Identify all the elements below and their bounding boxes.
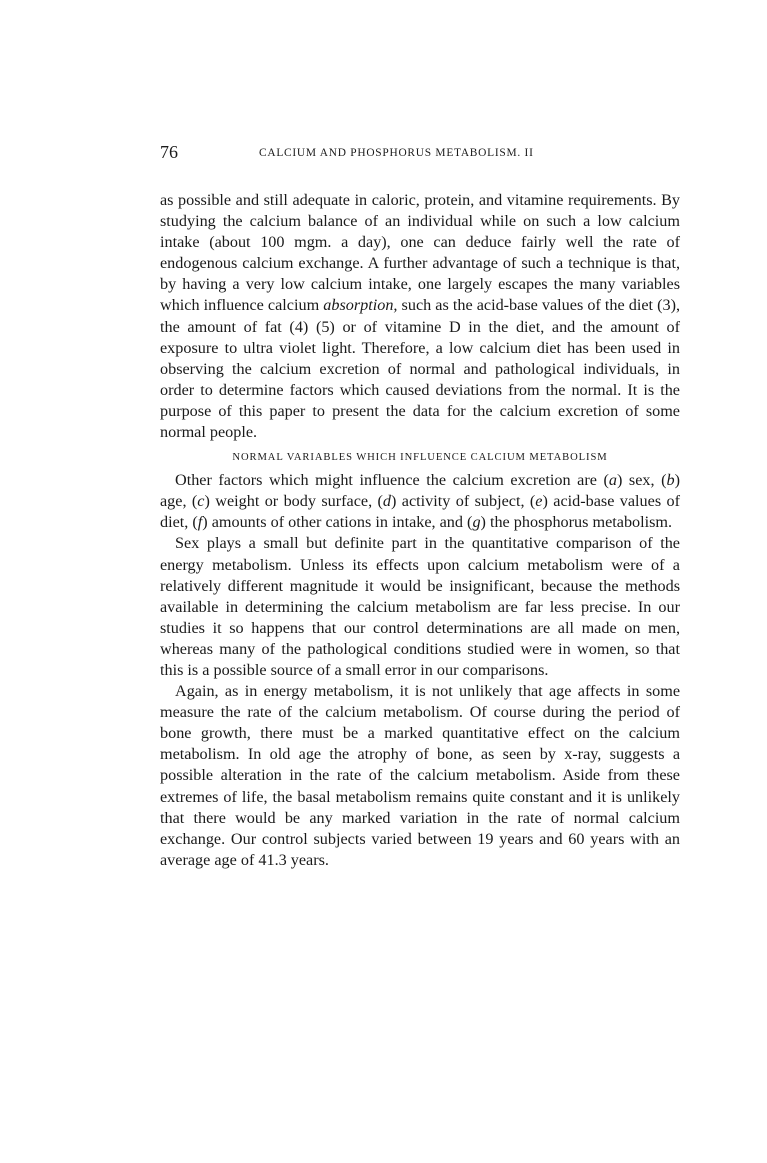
list-marker-letter: d: [382, 492, 392, 511]
paragraph-continued: [160, 190, 680, 443]
paragraph-text: age,: [160, 492, 192, 511]
list-marker: (c): [191, 492, 210, 511]
book-page: [160, 142, 680, 871]
list-marker: (f): [192, 513, 208, 532]
list-marker-letter: e: [535, 492, 543, 511]
paragraph-text: acid-base values of diet,: [160, 492, 680, 532]
section-heading: NORMAL VARIABLES WHICH INFLUENCE CALCIUM METABOLISM: [232, 452, 608, 464]
emphasized-term: absorption,: [323, 296, 398, 315]
paragraph-factors: [160, 470, 680, 533]
list-marker: (a): [603, 471, 623, 490]
list-marker: (d): [377, 492, 397, 511]
paragraph-text: as possible and still adequate in caloric, protein, and vitamine requirements. By studying the calcium balance of an individual while on such a low calcium intake (about 100 mgm. a day), one can deduce fairly well the rate of endogenous calcium exchange. A further advantage of such a technique is that, by having a very low calcium intake, one largely escapes the many variables which influence calcium: [160, 191, 680, 315]
paragraph-text: such as the acid-base values of the diet (3), the amount of fat (4) (5) or of vitamine D in the diet, and the amount of exposure to ultra violet light. Therefore, a low calcium diet has been used in observing the calcium excretion of normal and pathological individuals, in order to determine factors which caused deviations from the normal. It is the purpose of this paper to present the data for the calcium excretion of some normal people.: [160, 296, 681, 442]
paragraph-text: weight or body surface,: [209, 492, 378, 511]
running-head: [160, 142, 680, 166]
list-marker-letter: f: [197, 513, 203, 532]
paragraph-text: sex,: [622, 471, 662, 490]
list-marker-letter: c: [197, 492, 205, 511]
list-marker: (g): [467, 513, 486, 532]
paragraph-text: activity of subject,: [396, 492, 530, 511]
page-number: 76: [160, 142, 178, 162]
list-marker-letter: b: [666, 471, 675, 490]
paragraph-age: Again, as in energy metabolism, it is not unlikely that age affects in some measure the rate of the calcium metabolism. Of course during the period of bone growth, there must be a marked quantitative effect on the calcium metabolism. In old age the atrophy of bone, as seen by x-ray, suggests a possible alteration in the rate of the calcium metabolism. Aside from these extremes of life, the basal metabolism remains quite constant and it is unlikely that there would be any marked variation in the rate of normal calcium exchange. Our control subjects varied between 19 years and 60 years with an average age of 41.3 years.: [160, 682, 680, 869]
list-marker-letter: a: [608, 471, 617, 490]
paragraph-sex: Sex plays a small but definite part in the quantitative comparison of the energy metabolism. Unless its effects upon calcium metabolism were of a relatively different magnitude it would be insignificant, because the methods available in determining the calcium metabolism are far less precise. In our studies it so happens that our control determinations are all made on men, whereas many of the pathological conditions studied were in women, so that this is a possible source of a small error in our comparisons.: [160, 534, 680, 679]
list-marker: (e): [529, 492, 548, 511]
paragraph-text: amounts of other cations in intake, and: [207, 513, 468, 532]
running-title: CALCIUM AND PHOSPHORUS METABOLISM. II: [259, 147, 534, 159]
paragraph-text: the phosphorus metabolism.: [485, 513, 673, 532]
paragraph-text: Other factors which might influence the calcium excretion are: [175, 471, 604, 490]
list-marker: (b): [661, 471, 680, 490]
list-marker-letter: g: [472, 513, 481, 532]
